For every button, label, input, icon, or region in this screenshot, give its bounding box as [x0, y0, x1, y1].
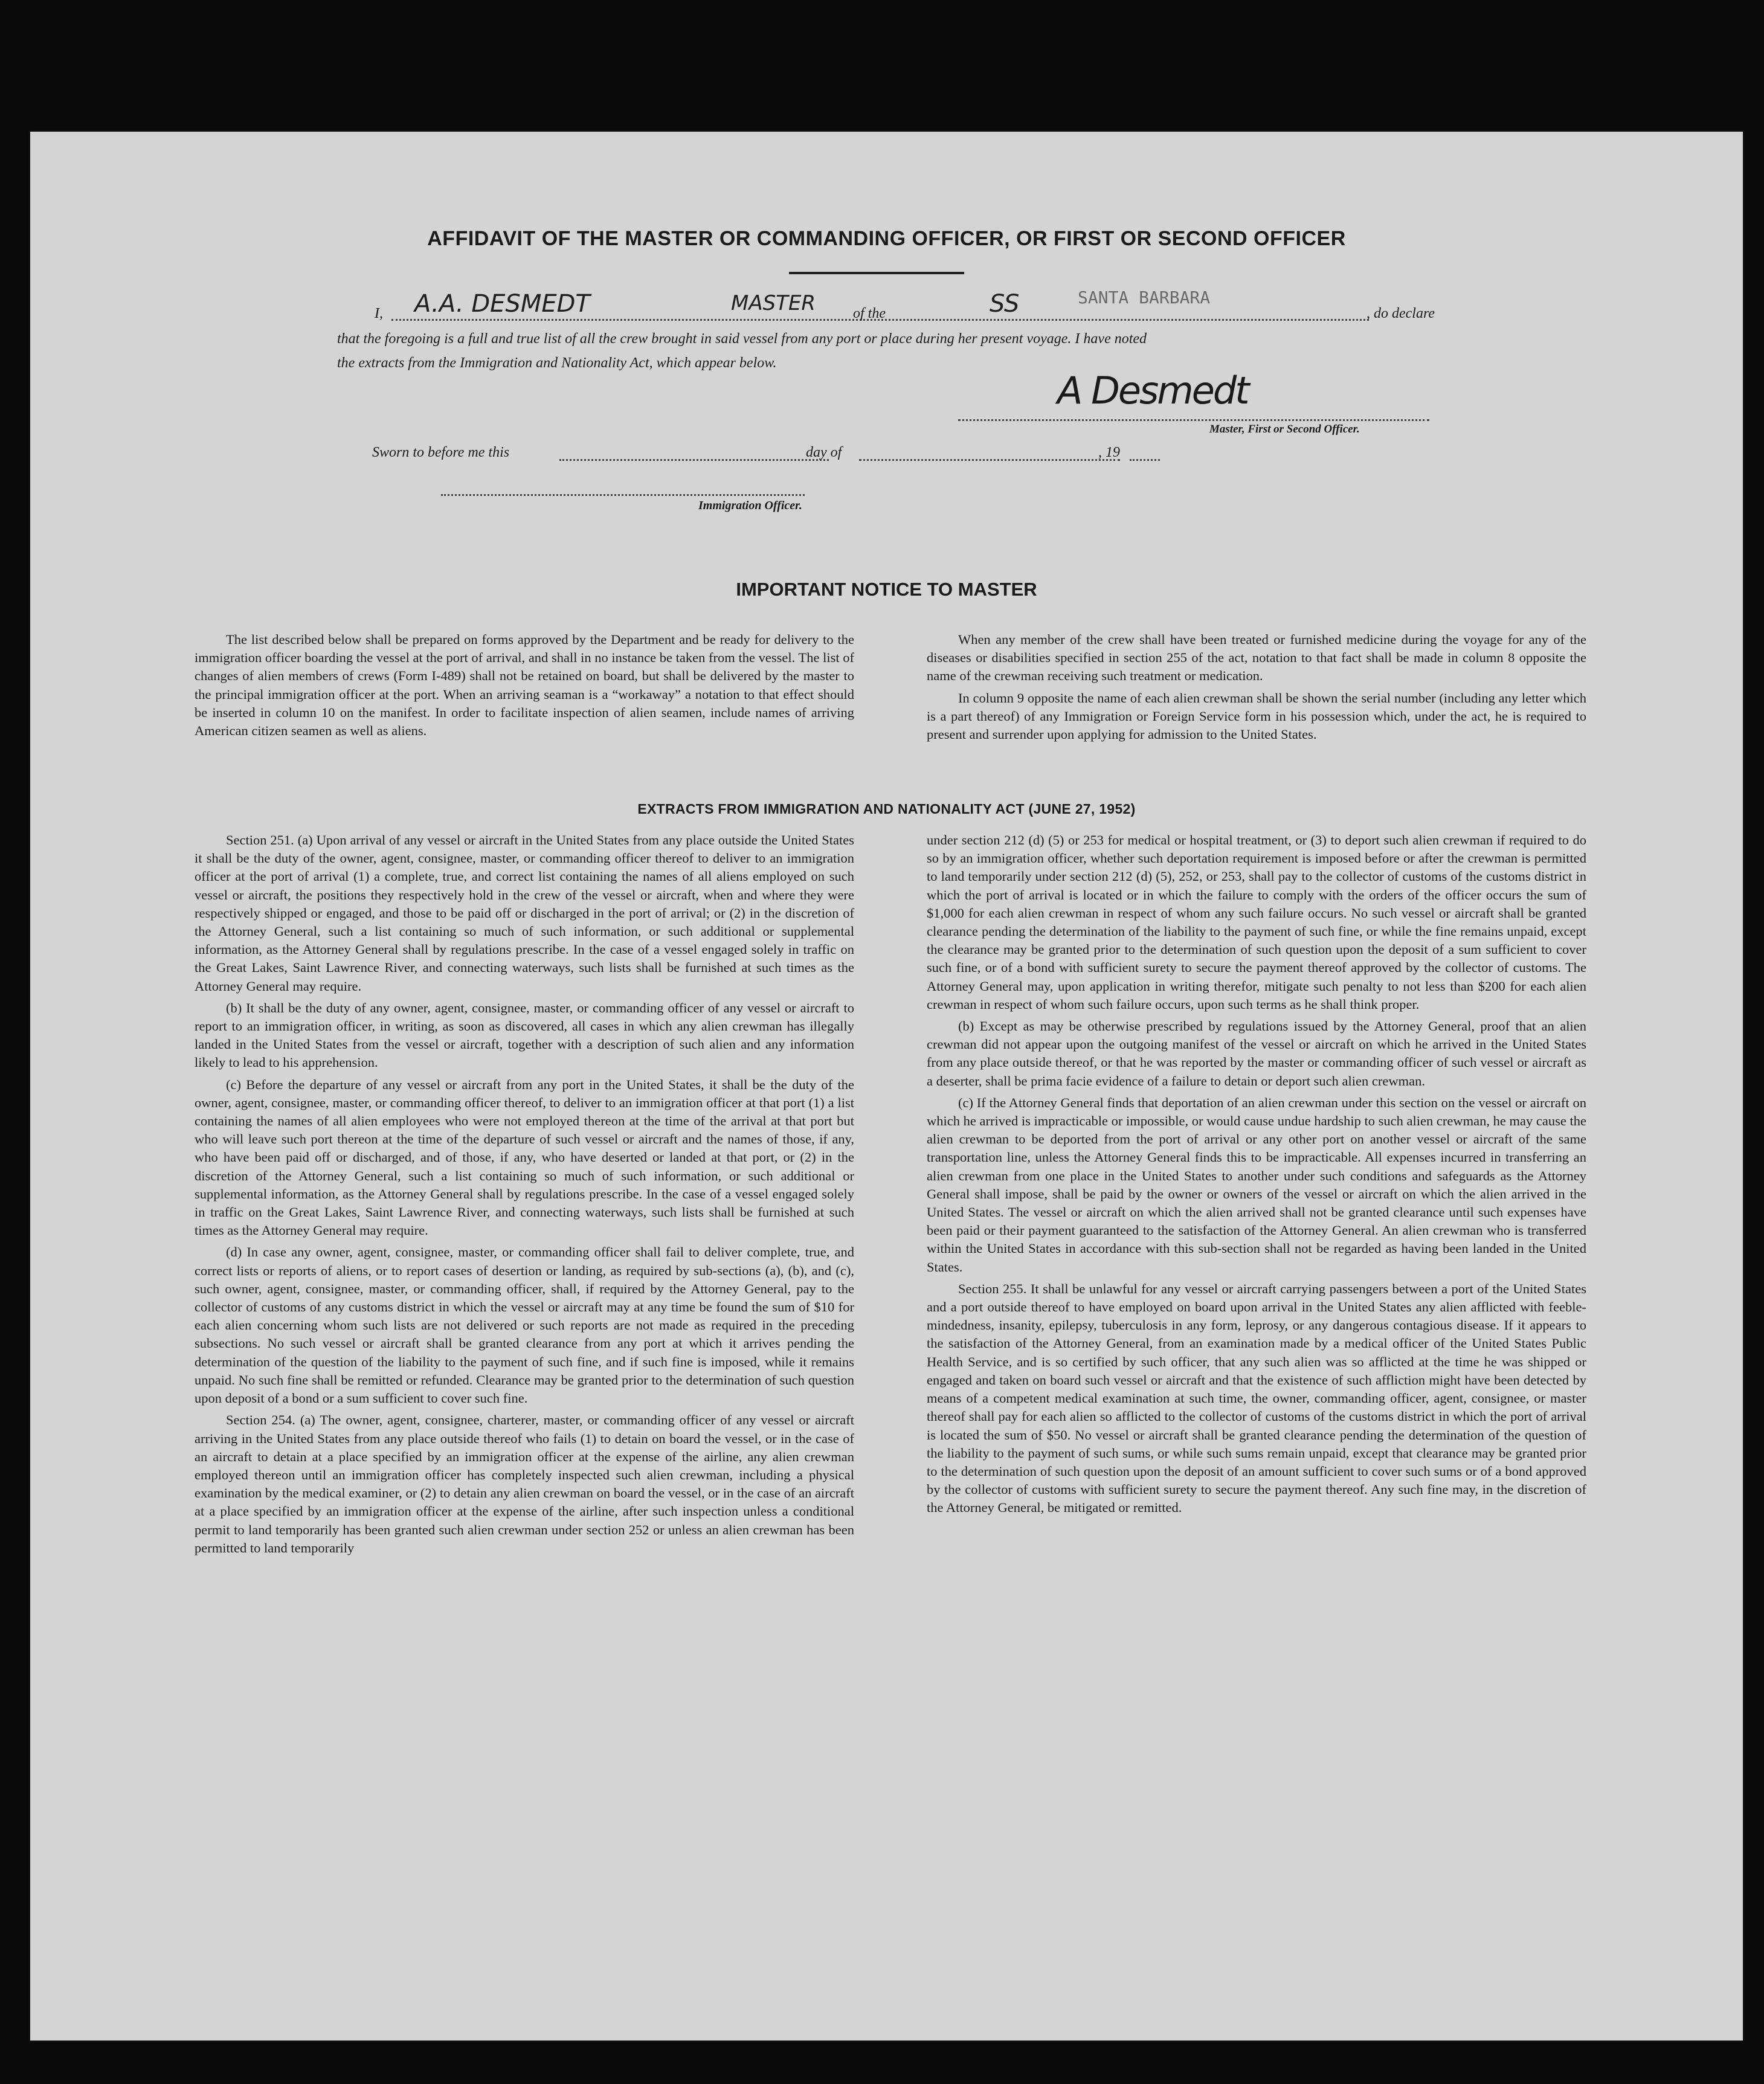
officer-dotted-line — [441, 494, 805, 496]
affidavit-title: AFFIDAVIT OF THE MASTER OR COMMANDING OFFICER, OR FIRST OR SECOND OFFICER — [427, 227, 1346, 250]
extract-paragraph: Section 254. (a) The owner, agent, consignee, charterer, master, or commanding officer of any vessel or aircraft arriving in the United States from any place outside thereof who fails (1) to detain on board the vessel, or in the case of an aircraft to detain at a place specified by an immigration officer at the expense of the airline, any alien crewman employed thereon until an immigration officer has completely inspected such alien crewman, including a physical examination by the medical examiner, or (2) to detain any alien crewman on board the vessel, or in the case of an aircraft at a place specified by an immigration officer at the expense of the airline, after such inspection unless a conditional permit to land temporarily has been granted such alien crewman under section 252 or unless an alien crewman has been permitted to land temporarily — [195, 1412, 854, 1555]
notice-heading: IMPORTANT NOTICE TO MASTER — [736, 579, 1037, 600]
extract-paragraph: (b) It shall be the duty of any owner, agent, consignee, master, or commanding officer of any vessel or aircraft to report to an immigration officer, in writing, as soon as discovered, all cases in which any alien crewman has illegally landed in the United States from the vessel or aircraft, together with a description of such alien and any information likely to lead to his apprehension. — [195, 1000, 854, 1070]
declaration-line-2: the extracts from the Immigration and Nationality Act, which appear below. — [337, 355, 777, 371]
signature-dotted-line — [958, 419, 1429, 421]
vessel-name-stamp: SANTA BARBARA — [1078, 288, 1211, 307]
of-the-label: of the — [853, 306, 886, 321]
extract-paragraph: under section 212 (d) (5) or 253 for medical or hospital treatment, or (3) to deport such alien crewman if required to do so by an immigration officer, whether such deportation requirement is imposed before or after the crewman is permitted to land temporarily under section 212 (d) (5), 252, or 253, shall pay to the collector of customs of the customs district in which the port of arrival is located or in which the failure to comply with the orders of the officer occurs the sum of $1,000 for each alien crewman in respect of whom any such failure occurs. No such vessel or aircraft shall be granted clearance pending the determination of the liability to the payment of such fine, or while the fine remains unpaid, except the clearance may be granted prior to the determination of such question upon the deposit of a sum sufficient to cover such fine, or of a bond with sufficient surety to secure the payment thereof approved by the collector of customs. The Attorney General may, upon application in writing therefor, mitigate such penalty to not less than $200 for each alien crewman in respect of whom such failure occurs, upon such terms as he shall think proper. — [927, 832, 1586, 1012]
signature-caption: Master, First or Second Officer. — [1209, 423, 1360, 436]
master-signature: A Desmedt — [1057, 368, 1248, 413]
document-page — [30, 132, 1743, 2041]
year-dotted-line — [1130, 459, 1160, 461]
declaration-line-1: that the foregoing is a full and true list of all the crew brought in said vessel from any port or place during her present voyage. I have noted — [337, 331, 1147, 347]
extracts-right-column — [927, 831, 1586, 1521]
extracts-heading: EXTRACTS FROM IMMIGRATION AND NATIONALITY ACT (JUNE 27, 1952) — [637, 801, 1136, 817]
extract-paragraph: (c) If the Attorney General finds that deportation of an alien crewman under this section on the vessel or aircraft on which he arrived is impracticable or impossible, or would cause undue hardship to such alien crewman, he may cause the alien crewman to be deported from the port of arrival or any other port on another vessel or aircraft of the same transportation line, unless the Attorney General finds this to be impracticable. All expenses incurred in transferring an alien crewman from one place in the United States to another under such conditions and safeguards as the Attorney General shall impose, shall be paid by the owner or owners of the vessel or aircraft on which the alien arrived in the United States. The vessel or aircraft on which the alien arrived shall not be granted clearance until such expenses have been paid or their payment guaranteed to the satisfaction of the Attorney General. An alien crewman who is transferred within the United States in accordance with this sub-section shall not be regarded as having been landed in the United States. — [927, 1095, 1586, 1275]
extract-paragraph: Section 255. It shall be unlawful for any vessel or aircraft carrying passengers between a port of the United States and a port outside thereof to have employed on board upon arrival in the United States any alien afflicted with feeble-mindedness, insanity, epilepsy, tuberculosis in any form, leprosy, or any dangerous contagious disease. If it appears to the satisfaction of the Attorney General, from an examination made by a medical officer of the United States Public Health Service, and is so certified by such officer, that any such alien was so afflicted at the time he was shipped or engaged and taken on board such vessel or aircraft and that the existence of such affliction might have been detected by means of a competent medical examination at such time, the owner, commanding officer, agent, consignee, or master thereof shall pay for each alien so afflicted to the collector of customs of the customs district in which the port of arrival is located the sum of $50. No vessel or aircraft shall be granted clearance pending the determination of the question of the liability to the payment of such sums, or while such sums remain unpaid, except that clearance may be granted prior to the determination of such question upon the deposit of an amount sufficient to cover such sums or of a bond approved by the collector of customs with sufficient surety to secure the payment thereof. Any such fine may, in the discretion of the Attorney General, be mitigated or remitted. — [927, 1281, 1586, 1516]
notice-right-paragraph-1: When any member of the crew shall have been treated or furnished medicine during the voyage for any of the diseases or disabilities specified in section 255 of the act, notation to that fact shall be made in column 8 opposite the name of the crewman receiving such treatment or medication. — [927, 632, 1586, 684]
sworn-month-dotted-line — [859, 459, 1120, 461]
extracts-left-column — [195, 831, 854, 1561]
title-rule — [789, 272, 964, 274]
notice-right-paragraph-2: In column 9 opposite the name of each alien crewman shall be shown the serial number (including any letter which is a part thereof) of any Immigration or Foreign Service form in his possession which, under the act, he is required to present and surrender upon applying for admission to the United States. — [927, 690, 1586, 742]
extract-paragraph: (d) In case any owner, agent, consignee, master, or commanding officer shall fail to deliver complete, true, and correct lists or reports of aliens, or to report cases of desertion or landing, as required by sub-sections (a), (b), and (c), such owner, agent, consignee, master, or commanding officer, shall, if required by the Attorney General, pay to the collector of customs of any customs district in which the vessel or aircraft may at any time be found the sum of $10 for each alien concerning whom such lists are not delivered or such reports are not made as required in the preceding subsections. No such vessel or aircraft shall be granted clearance from any port at which it arrives pending the determination of the question of the liability to the payment of such fine, and if such fine is imposed, while it remains unpaid. No such fine shall be remitted or refunded. Clearance may be granted prior to the determination of such question upon deposit of a bond or a sum sufficient to cover such fine. — [195, 1244, 854, 1406]
notice-left-column — [195, 631, 854, 744]
master-name-handwritten: A.A. DESMEDT — [414, 290, 590, 318]
i-label: I, — [375, 306, 383, 321]
notice-right-column — [927, 631, 1586, 747]
officer-caption: Immigration Officer. — [698, 499, 802, 512]
do-declare-label: , do declare — [1366, 306, 1435, 321]
day-of-label: day of — [806, 445, 842, 460]
sworn-label: Sworn to before me this — [372, 445, 510, 460]
notice-left-paragraph: The list described below shall be prepared on forms approved by the Department and be ready for delivery to the immigration officer boarding the vessel at the port of arrival, and shall in no instance be taken from the vessel. The list of changes of alien members of crews (Form I-489) shall not be retained on board, but shall be delivered by the master to the principal immigration officer at the port. When an arriving seaman is a “workaway” a notation to that effect should be inserted in column 10 on the manifest. In order to facilitate inspection of alien seamen, include names of arriving American citizen seamen as well as aliens. — [195, 632, 854, 739]
vessel-prefix-handwritten: SS — [990, 290, 1020, 318]
extract-paragraph: (b) Except as may be otherwise prescribed by regulations issued by the Attorney General, proof that an alien crewman did not appear upon the outgoing manifest of the vessel or aircraft on which he arrived in the United States from any place outside thereof, or that he was reported by the master or commanding officer of such vessel or aircraft as a deserter, shall be prima facie evidence of a failure to detain or deport such alien crewman. — [927, 1018, 1586, 1089]
year-prefix-label: , 19 — [1098, 445, 1120, 460]
extract-paragraph: (c) Before the departure of any vessel or aircraft from any port in the United States, it shall be the duty of the owner, agent, consignee, master, or commanding officer thereof, to deliver to an immigration officer at that port (1) a list containing the names of all alien employees who were not employed thereon at the time of the arrival at that port but who will leave such port thereon at the time of the departure of such vessel or aircraft and the names of those, if any, who have been paid off or discharged, and of those, if any, who have deserted or landed at that port, or (2) in the discretion of the Attorney General, such a list containing so much of such information, or such additional or supplemental information, as the Attorney General shall by regulations prescribe. In the case of a vessel engaged solely in traffic on the Great Lakes, Saint Lawrence River, and connecting waterways, such lists shall be furnished at such times as the Attorney General may require. — [195, 1076, 854, 1238]
sworn-day-dotted-line — [559, 459, 829, 461]
extract-paragraph: Section 251. (a) Upon arrival of any vessel or aircraft in the United States from any place outside the United States it shall be the duty of the owner, agent, consignee, master, or commanding officer thereof to deliver to an immigration officer at the port of arrival (1) a complete, true, and correct list containing the names of all aliens employed on such vessel or aircraft, the positions they respectively hold in the crew of the vessel or aircraft, when and where they were respectively shipped or engaged, and those to be paid off or discharged in the port of arrival; or (2) in the discretion of the Attorney General, such a list containing so much of such information, or such additional or supplemental information, as the Attorney General shall by regulations prescribe. In the case of a vessel engaged solely in traffic on the Great Lakes, Saint Lawrence River, and connecting waterways, such lists shall be furnished at such times as the Attorney General may require. — [195, 832, 854, 994]
rank-handwritten: MASTER — [731, 291, 816, 315]
